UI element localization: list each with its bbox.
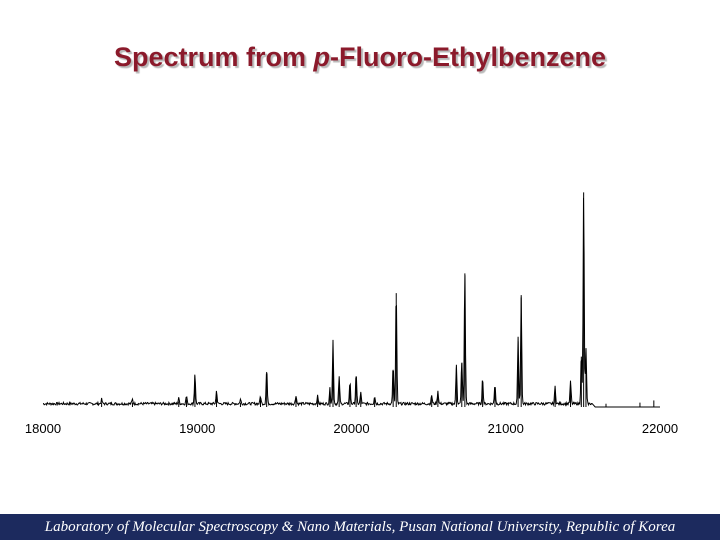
x-tick-label: 19000 — [179, 421, 216, 436]
spectrum-trace — [43, 198, 660, 407]
footer-bar — [0, 514, 720, 540]
footer-text: Laboratory of Molecular Spectroscopy & Nano Materials, Pusan National University, Republic of Korea — [44, 519, 676, 535]
title-italic-p: p — [313, 42, 331, 72]
x-tick-label: 21000 — [487, 421, 524, 436]
title-suffix: -Fluoro-Ethylbenzene — [330, 42, 607, 72]
title-prefix: Spectrum from — [113, 42, 314, 72]
x-tick-label: 22000 — [641, 421, 679, 436]
x-tick-label: 20000 — [333, 421, 370, 436]
x-tick-label: 18000 — [24, 421, 62, 436]
